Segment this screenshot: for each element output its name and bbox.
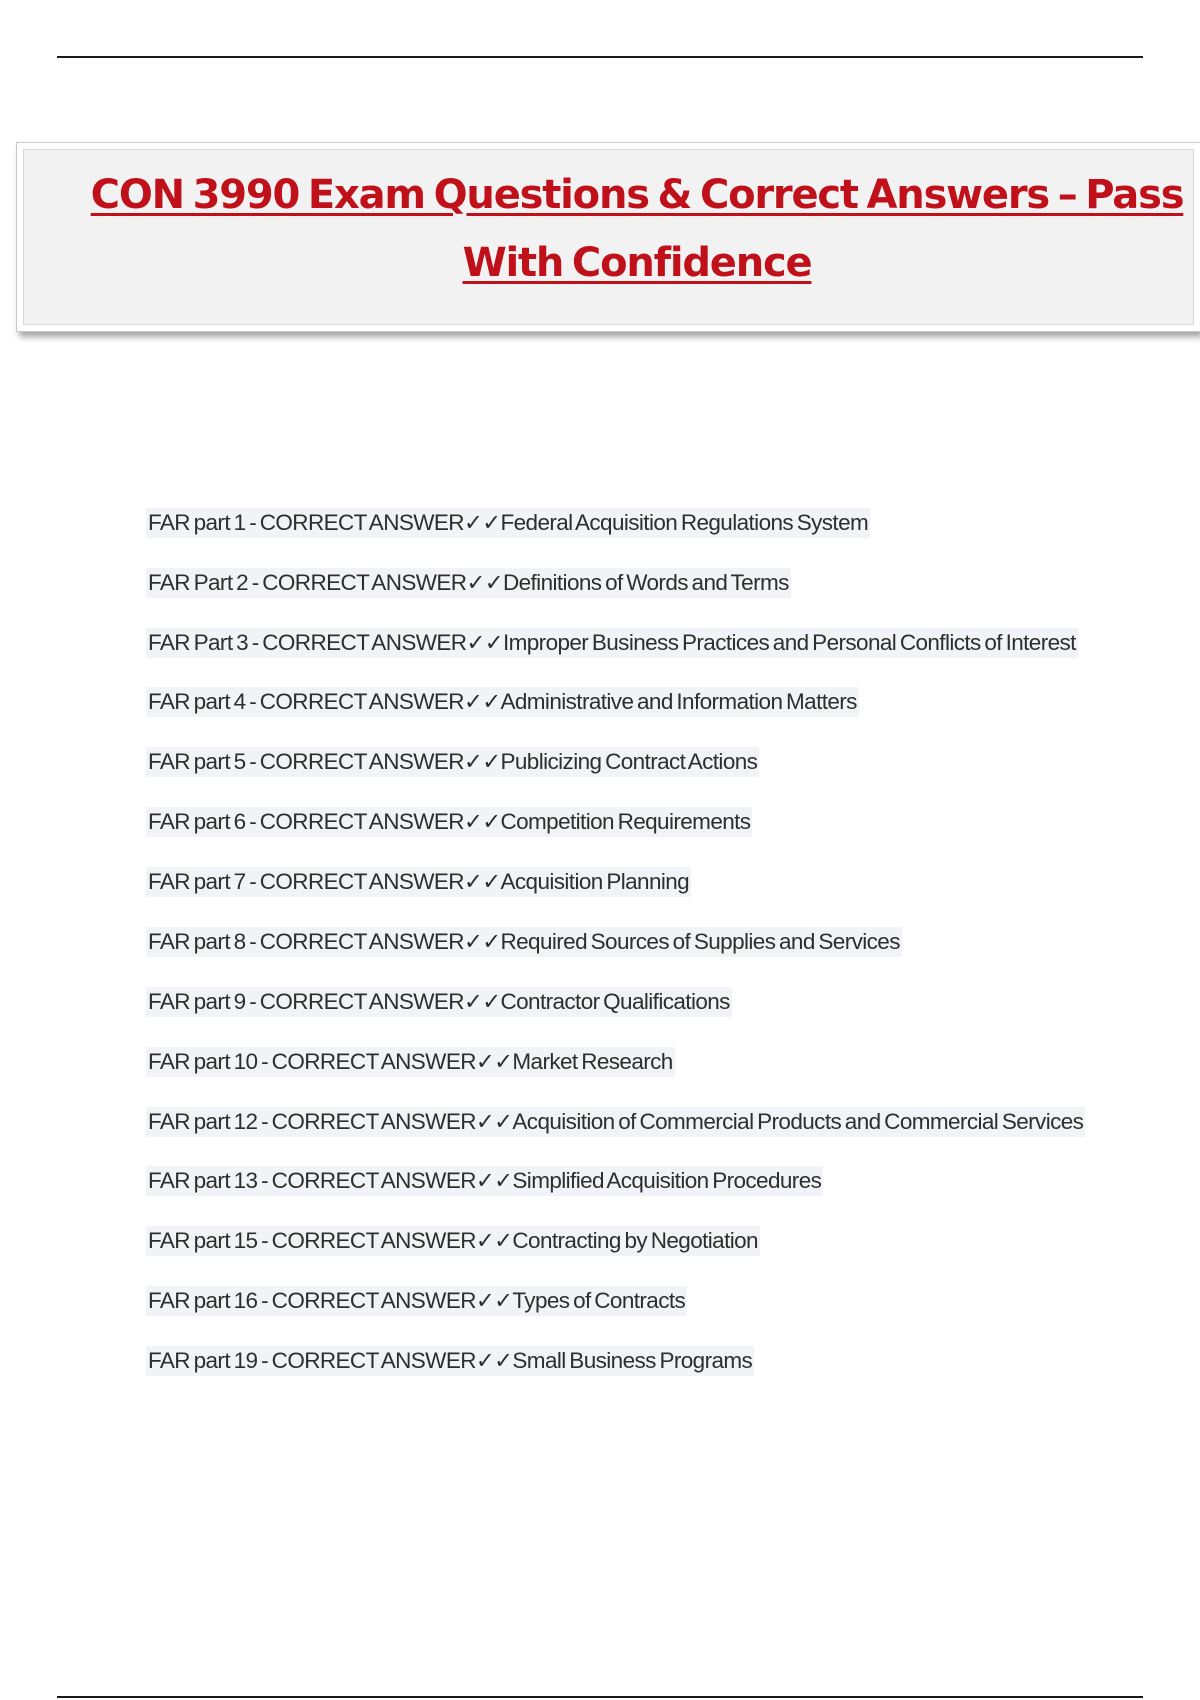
header-rule (57, 56, 1143, 58)
qa-answer-marker: CORRECT ANSWER✓✓ (271, 1348, 513, 1373)
footer-rule (57, 1696, 1143, 1698)
qa-item: FAR part 7 - CORRECT ANSWER✓✓Acquisition Planning (146, 867, 1106, 897)
qa-answer: Publicizing Contract Actions (500, 749, 758, 774)
qa-question: FAR part 6 (148, 809, 246, 834)
qa-answer: Contracting by Negotiation (512, 1228, 758, 1253)
qa-answer-marker: CORRECT ANSWER✓✓ (259, 869, 501, 894)
qa-answer-marker: CORRECT ANSWER✓✓ (259, 689, 501, 714)
qa-item: FAR part 19 - CORRECT ANSWER✓✓Small Business Programs (146, 1346, 1106, 1376)
qa-item: FAR part 4 - CORRECT ANSWER✓✓Administrative and Information Matters (146, 687, 1106, 717)
qa-answer: Small Business Programs (512, 1348, 753, 1373)
qa-answer-marker: CORRECT ANSWER✓✓ (259, 809, 501, 834)
qa-question: FAR Part 3 (148, 630, 249, 655)
qa-question: FAR part 19 (148, 1348, 258, 1373)
qa-item: FAR part 6 - CORRECT ANSWER✓✓Competition Requirements (146, 807, 1106, 837)
qa-answer: Acquisition of Commercial Products and Commercial Services (512, 1109, 1084, 1134)
qa-answer: Acquisition Planning (500, 869, 690, 894)
qa-answer-marker: CORRECT ANSWER✓✓ (259, 510, 501, 535)
qa-item: FAR Part 3 - CORRECT ANSWER✓✓Improper Business Practices and Personal Conflicts of Interest (146, 628, 1106, 658)
qa-item: FAR part 13 - CORRECT ANSWER✓✓Simplified Acquisition Procedures (146, 1166, 1106, 1196)
qa-item: FAR part 15 - CORRECT ANSWER✓✓Contracting by Negotiation (146, 1226, 1106, 1256)
qa-answer-marker: CORRECT ANSWER✓✓ (271, 1228, 513, 1253)
qa-item: FAR part 10 - CORRECT ANSWER✓✓Market Research (146, 1047, 1106, 1077)
qa-item: FAR Part 2 - CORRECT ANSWER✓✓Definitions of Words and Terms (146, 568, 1106, 598)
qa-answer-marker: CORRECT ANSWER✓✓ (259, 749, 501, 774)
qa-item: FAR part 16 - CORRECT ANSWER✓✓Types of Contracts (146, 1286, 1106, 1316)
qa-item: FAR part 8 - CORRECT ANSWER✓✓Required Sources of Supplies and Services (146, 927, 1106, 957)
qa-question: FAR part 9 (148, 989, 246, 1014)
qa-question: FAR part 5 (148, 749, 246, 774)
qa-answer-marker: CORRECT ANSWER✓✓ (271, 1288, 513, 1313)
qa-answer-marker: CORRECT ANSWER✓✓ (259, 929, 501, 954)
document-title: CON 3990 Exam Questions & Correct Answers – Pass With Confidence (90, 172, 1184, 286)
qa-answer-marker: CORRECT ANSWER✓✓ (271, 1168, 513, 1193)
qa-item: FAR part 9 - CORRECT ANSWER✓✓Contractor Qualifications (146, 987, 1106, 1017)
qa-answer: Simplified Acquisition Procedures (512, 1168, 822, 1193)
qa-answer-marker: CORRECT ANSWER✓✓ (271, 1049, 513, 1074)
title-banner (16, 142, 1200, 332)
qa-answer: Required Sources of Supplies and Services (500, 929, 900, 954)
qa-answer-marker: CORRECT ANSWER✓✓ (262, 630, 503, 655)
qa-answer: Federal Acquisition Regulations System (500, 510, 869, 535)
qa-question: FAR part 16 (148, 1288, 258, 1313)
qa-item: FAR part 1 - CORRECT ANSWER✓✓Federal Acquisition Regulations System (146, 508, 1106, 538)
qa-question: FAR part 4 (148, 689, 246, 714)
qa-question: FAR Part 2 (148, 570, 249, 595)
qa-question: FAR part 7 (148, 869, 246, 894)
qa-answer-marker: CORRECT ANSWER✓✓ (262, 570, 503, 595)
qa-question: FAR part 8 (148, 929, 246, 954)
qa-answer: Types of Contracts (512, 1288, 686, 1313)
qa-question: FAR part 10 (148, 1049, 258, 1074)
qa-question: FAR part 1 (148, 510, 246, 535)
qa-question: FAR part 12 (148, 1109, 258, 1134)
qa-answer-marker: CORRECT ANSWER✓✓ (259, 989, 501, 1014)
qa-item: FAR part 12 - CORRECT ANSWER✓✓Acquisition of Commercial Products and Commercial Services (146, 1107, 1106, 1137)
qa-answer: Contractor Qualifications (500, 989, 730, 1014)
qa-answer: Market Research (512, 1049, 673, 1074)
qa-answer: Administrative and Information Matters (500, 689, 857, 714)
qa-answer: Definitions of Words and Terms (502, 570, 789, 595)
qa-answer: Competition Requirements (500, 809, 751, 834)
qa-list (146, 508, 1106, 1406)
qa-answer: Improper Business Practices and Personal Conflicts of Interest (502, 630, 1076, 655)
qa-answer-marker: CORRECT ANSWER✓✓ (271, 1109, 513, 1134)
qa-question: FAR part 13 (148, 1168, 258, 1193)
qa-question: FAR part 15 (148, 1228, 258, 1253)
qa-item: FAR part 5 - CORRECT ANSWER✓✓Publicizing Contract Actions (146, 747, 1106, 777)
